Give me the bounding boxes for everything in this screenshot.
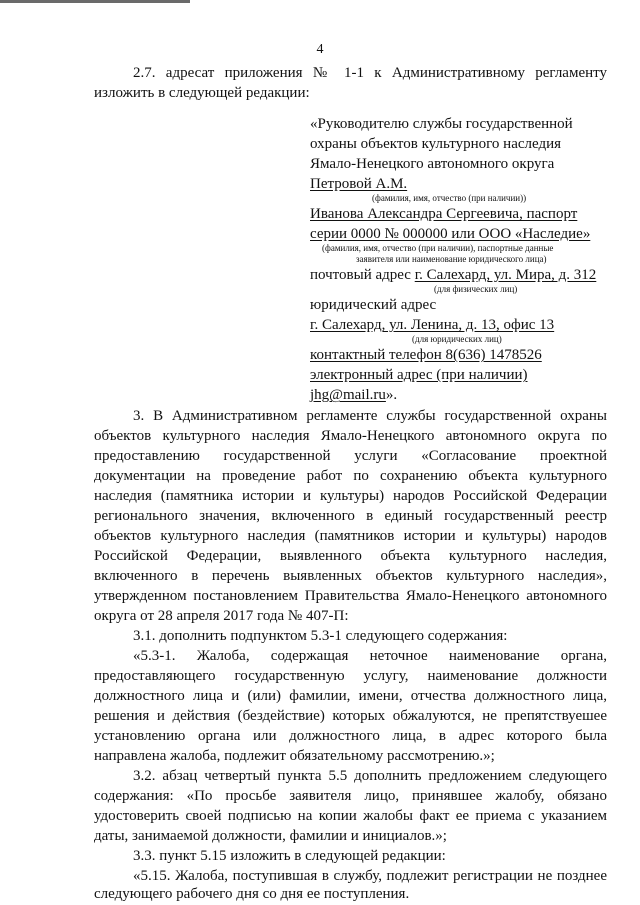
addressee-line-3: Ямало-Ненецкого автономного округа [310,156,555,172]
contact-phone: контактный телефон 8(636) 1478526 [310,347,542,363]
postal-address-hint: (для физических лиц) [434,284,518,294]
item-3-1-line: предоставляющего государственную услугу, наименование должности [94,668,607,684]
official-name: Петровой А.М. [310,176,408,192]
item-3-1-line: решения и действия (бездействие) которых обжалуются, не препятствуешее [94,708,607,724]
item-3-1-line-last: направлена жалоба, подлежит обязательному рассмотрению.»; [94,748,495,764]
item-3-line: наследия (памятника истории и культуры) народов Российской Федерации [94,488,607,504]
item-3-line: 3. В Административном регламенте службы государственной охраны [133,408,607,424]
item-3-1-line: должностного лица и (или) фамилии, имени, отчества должностного лица, [94,688,607,704]
postal-address [310,265,596,285]
official-name-hint: (фамилия, имя, отчество (при наличии)) [372,193,527,203]
email-label: электронный адрес (при наличии) [310,367,528,383]
item-3-line: документации на проведение работ по сохранению объекта культурного [94,468,607,484]
postal-address-value: г. Салехард, ул. Мира, д. 312 [414,267,597,283]
applicant-hint-2: заявителя или наименование юридического лица) [356,254,547,264]
item-3-line: Российской Федерации, выявленного объекта культурного наследия, [94,548,607,564]
item-3-line: предоставлению государственной услуги «Согласование проектной [94,448,607,464]
applicant-line-2: серии 0000 № 000000 или ООО «Наследие» [310,226,591,242]
applicant-hint-1: (фамилия, имя, отчество (при наличии), паспортные данные [322,243,554,253]
item-3-1-line: установлению органа или должностного лица, в адрес которого была [94,728,607,744]
applicant-line-1: Иванова Александра Сергеевича, паспорт [310,206,578,222]
item-3-line: регионального значения, включенного в единый государственный реестр [94,508,607,524]
item-3-1-line: «5.3-1. Жалоба, содержащая неточное наименование органа, [133,648,607,664]
item-3-3-line-1: «5.15. Жалоба, поступившая в службу, подлежит регистрации не позднее [133,868,607,884]
postal-address-label: почтовый адрес [310,267,411,283]
item-2-7-line-2: изложить в следующей редакции: [94,85,310,101]
item-3-line: объектов культурного наследия (памятников истории и культуры) народов [94,528,607,544]
item-2-7-line-1: 2.7. адресат приложения № 1-1 к Административному регламенту [133,65,607,81]
email-value: jhg@mail.ru [310,387,386,403]
item-3-2-line: содержания: «По просьбе заявителя лицо, принявшее жалобу, обязано [94,788,607,804]
page-number: 4 [316,42,324,57]
addressee-line-1: «Руководителю службы государственной [310,116,573,132]
item-3-line-last: округа от 28 апреля 2017 года № 407-П: [94,608,349,624]
scan-edge-line [0,0,190,3]
email-line [310,385,397,405]
item-3-line: утвержденном постановлением Правительства Ямало-Ненецкого автономного [94,588,607,604]
item-3-3-intro: 3.3. пункт 5.15 изложить в следующей редакции: [133,848,446,864]
item-3-2-line: удостоверить своей подписью на копии жалобы факт ее приема с указанием [94,808,607,824]
legal-address-hint: (для юридических лиц) [412,334,502,344]
item-3-line: объектов культурного наследия Ямало-Ненецкого автономного округа по [94,428,607,444]
item-3-1-intro: 3.1. дополнить подпунктом 5.3-1 следующего содержания: [133,628,508,644]
item-3-2-line-last: даты, занимаемой должности, фамилии и инициалов.»; [94,828,447,844]
item-3-3-line-2: следующего рабочего дня со дня ее поступления. [94,886,410,902]
addressee-line-2: охраны объектов культурного наследия [310,136,562,152]
item-3-2-line: 3.2. абзац четвертый пункта 5.5 дополнить предложением следующего [133,768,607,784]
legal-address-label: юридический адрес [310,297,437,313]
item-3-line: включенного в перечень выявленных объектов культурного наследия», [94,568,607,584]
legal-address-value: г. Салехард, ул. Ленина, д. 13, офис 13 [310,317,555,333]
email-closing: ». [385,387,398,403]
